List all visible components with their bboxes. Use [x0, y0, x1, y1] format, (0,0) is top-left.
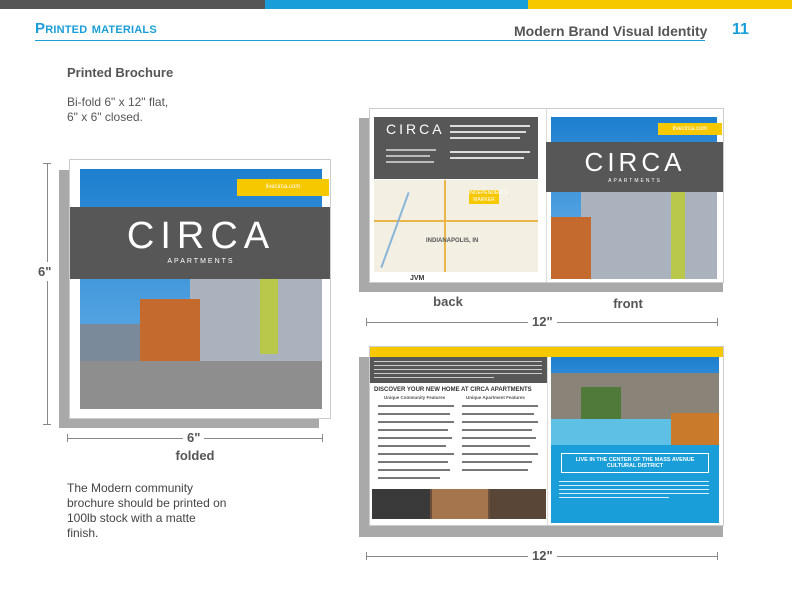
front-logo-banner	[546, 142, 724, 192]
inside-yellow-strip	[370, 347, 724, 357]
url-tag: livecirca.com	[237, 179, 329, 196]
pool-photo	[551, 357, 719, 445]
map-marker: INDEPENDENCE MARKER	[469, 190, 509, 203]
page-number: 11	[732, 21, 749, 38]
logo-circa: CIRCA	[126, 215, 276, 257]
front-caption: front	[613, 296, 643, 311]
folded-brochure	[69, 159, 331, 419]
map-city-label: INDIANAPOLIS, IN	[426, 238, 479, 244]
inside-brochure	[369, 346, 724, 526]
folded-tick-left	[67, 434, 68, 442]
inside-caption-box: LIVE IN THE CENTER OF THE MASS AVENUE CULTURAL DISTRICT	[561, 453, 709, 473]
back-mgmt: JVM	[410, 275, 425, 282]
inside-col1-title: Unique Community Features	[384, 395, 446, 400]
height-tick-bottom	[43, 424, 51, 425]
back-logo: CIRCA	[386, 121, 445, 137]
back-gray-block	[374, 117, 538, 179]
back-caption: back	[433, 294, 463, 309]
folded-width-label: 6"	[183, 430, 204, 445]
inside-intro-block	[370, 357, 547, 383]
brochure-dimensions: Bi-fold 6" x 12" flat, 6" x 6" closed.	[67, 95, 169, 124]
inside-right-panel	[551, 357, 719, 523]
header-rule	[35, 40, 705, 41]
height-dimension-line	[47, 163, 48, 425]
top-bar-blue	[265, 0, 528, 9]
section-title: Printed materials	[35, 20, 157, 37]
folded-photo	[80, 169, 322, 409]
fold-line	[546, 109, 547, 283]
height-label: 6"	[38, 264, 52, 279]
inside-col2-title: Unique Apartment Features	[466, 395, 525, 400]
front-logo-sub: APARTMENTS	[608, 178, 662, 184]
back-map	[374, 180, 538, 272]
outside-brochure	[369, 108, 724, 283]
document-title: Modern Brand Visual Identity	[514, 23, 708, 39]
road	[80, 361, 322, 409]
print-note: The Modern community brochure should be printed on 100lb stock with a matte finish.	[67, 481, 227, 540]
inside-interior-photo	[372, 489, 546, 519]
height-tick-top	[43, 163, 51, 164]
folded-tick-right	[322, 434, 323, 442]
logo-apartments: APARTMENTS	[167, 258, 235, 265]
flat-width-label-top: 12"	[528, 314, 557, 329]
brochure-title: Printed Brochure	[67, 65, 174, 80]
logo-banner	[70, 207, 331, 279]
front-url-tag: livecirca.com	[658, 123, 722, 135]
front-logo: CIRCA	[584, 147, 686, 177]
flat-width-label-bottom: 12"	[528, 548, 557, 563]
building-brick	[140, 299, 200, 369]
folded-caption: folded	[175, 448, 215, 463]
top-color-bar	[0, 0, 792, 9]
top-bar-yellow	[528, 0, 792, 9]
inside-headline: DISCOVER YOUR NEW HOME AT CIRCA APARTMENTS	[374, 387, 532, 393]
top-bar-gray	[0, 0, 265, 9]
